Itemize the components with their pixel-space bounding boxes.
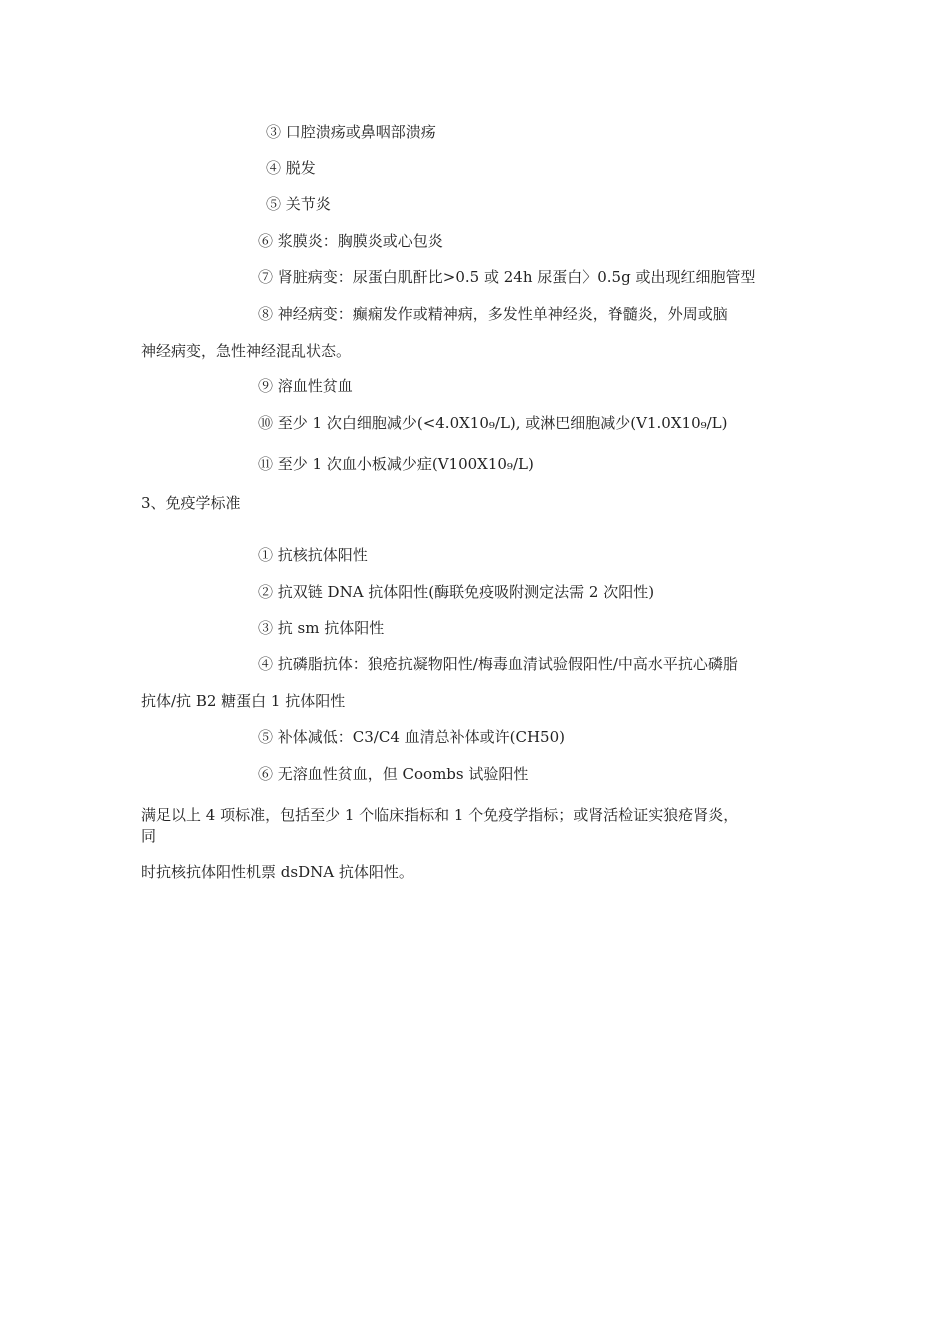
conclusion-line-2: 同	[141, 827, 157, 845]
conclusion-line-1: 满足以上 4 项标准，包括至少 1 个临床指标和 1 个免疫学指标；或肾活检证实狼疮肾炎，	[141, 806, 739, 824]
clinical-item-renal: ⑦ 肾脏病变：尿蛋白肌酐比>0.5 或 24h 尿蛋白〉0.5g 或出现红细胞管型	[258, 268, 756, 286]
clinical-item-arthritis: ⑤ 关节炎	[266, 195, 331, 213]
clinical-item-leukopenia: ⑩ 至少 1 次白细胞减少(<4.0X10₉/L), 或淋巴细胞减少(V1.0X10₉/L)	[258, 414, 728, 432]
immuno-item-coombs: ⑥ 无溶血性贫血，但 Coombs 试验阳性	[258, 765, 529, 783]
clinical-item-hemolytic: ⑨ 溶血性贫血	[258, 377, 353, 395]
immuno-item-complement: ⑤ 补体减低：C3/C4 血清总补体或许(CH50)	[258, 728, 565, 746]
immuno-item-antiphospholipid: ④ 抗磷脂抗体：狼疮抗凝物阳性/梅毒血清试验假阳性/中高水平抗心磷脂	[258, 655, 738, 673]
clinical-item-thrombocytopenia: ⑪ 至少 1 次血小板减少症(V100X10₉/L)	[258, 455, 534, 473]
clinical-item-serositis: ⑥ 浆膜炎：胸膜炎或心包炎	[258, 232, 443, 250]
immuno-item-ana: ① 抗核抗体阳性	[258, 546, 368, 564]
immuno-item-sm: ③ 抗 sm 抗体阳性	[258, 619, 385, 637]
conclusion-line-3: 时抗核抗体阳性机票 dsDNA 抗体阳性。	[141, 863, 414, 881]
immuno-item-dsdna: ② 抗双链 DNA 抗体阳性(酶联免疫吸附测定法需 2 次阳性)	[258, 583, 655, 601]
immuno-item-antiphospholipid-cont: 抗体/抗 B2 糖蛋白 1 抗体阳性	[141, 692, 346, 710]
section-heading-immunology: 3、免疫学标准	[141, 494, 241, 512]
clinical-item-oral-ulcer: ③ 口腔溃疡或鼻咽部溃疡	[266, 123, 436, 141]
clinical-item-alopecia: ④ 脱发	[266, 159, 316, 177]
clinical-item-neuro: ⑧ 神经病变：癫痫发作或精神病，多发性单神经炎，脊髓炎，外周或脑	[258, 305, 728, 323]
clinical-item-neuro-cont: 神经病变，急性神经混乱状态。	[141, 342, 352, 360]
